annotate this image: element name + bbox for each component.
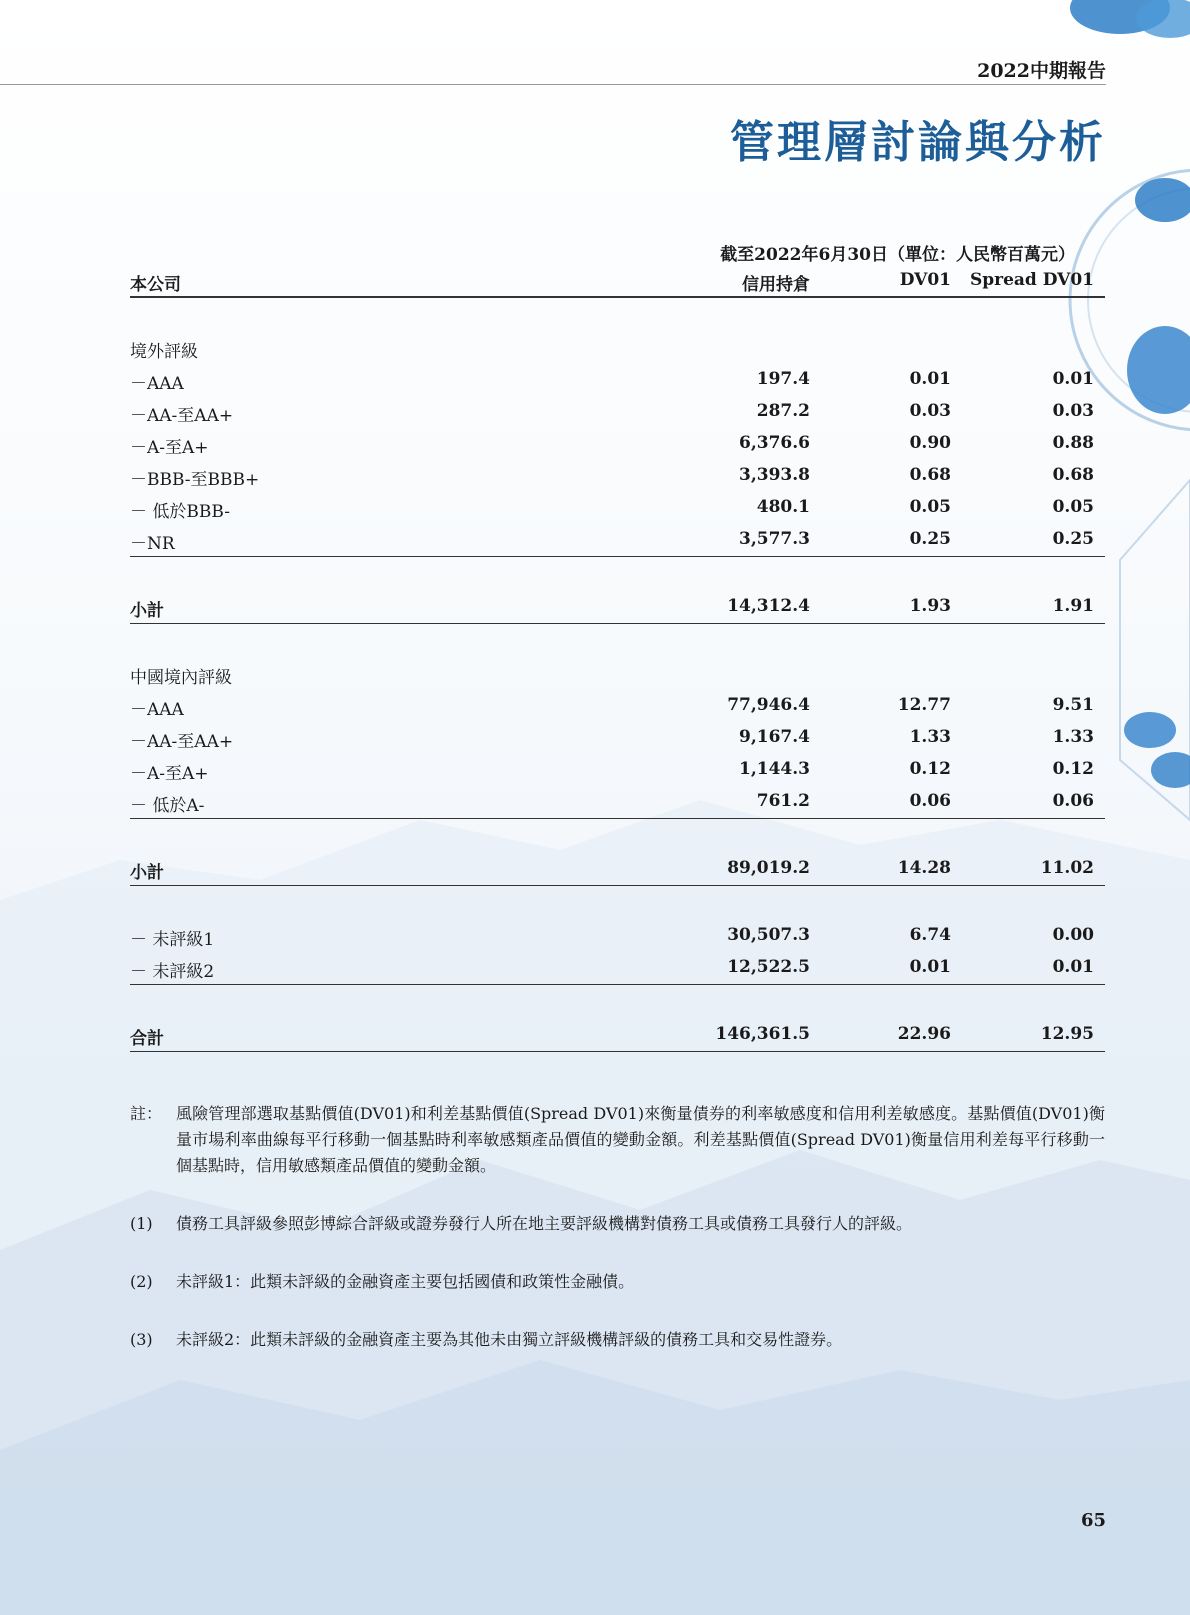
credit-exposure-table	[130, 230, 1105, 1052]
row-label: 小計	[130, 863, 164, 883]
row-label: －NR	[130, 534, 175, 554]
row-label: 合計	[130, 1029, 164, 1049]
table-row	[130, 690, 1105, 722]
spacer	[130, 886, 1105, 920]
table-row	[130, 786, 1105, 819]
row-label: 小計	[130, 601, 164, 621]
credit-position-value: 480.1	[756, 497, 810, 517]
row-label: －A-至A+	[130, 764, 209, 784]
spread-dv01-value: 1.33	[1052, 727, 1094, 747]
credit-position-value: 77,946.4	[727, 695, 810, 715]
credit-position-value: 1,144.3	[739, 759, 810, 779]
column-header-dv01: DV01	[899, 270, 951, 290]
report-name: 2022中期報告	[977, 60, 1106, 82]
spread-dv01-value: 0.06	[1052, 791, 1094, 811]
header-rule	[0, 84, 1106, 85]
table-row	[130, 364, 1105, 396]
dv01-value: 0.03	[909, 401, 951, 421]
spread-dv01-value: 0.12	[1052, 759, 1094, 779]
spread-dv01-value: 0.88	[1052, 433, 1094, 453]
page-number: 65	[1080, 1510, 1106, 1531]
dv01-value: 0.05	[909, 497, 951, 517]
dv01-value: 0.25	[909, 529, 951, 549]
spread-dv01-value: 0.01	[1052, 957, 1094, 977]
table-row	[130, 396, 1105, 428]
table-row	[130, 428, 1105, 460]
note-marker: 註：	[130, 1104, 163, 1123]
spread-dv01-value: 0.68	[1052, 465, 1094, 485]
entity-heading: 本公司	[130, 275, 181, 295]
dv01-value: 0.68	[909, 465, 951, 485]
credit-position-value: 12,522.5	[727, 957, 810, 977]
section-heading-label: 中國境內評級	[130, 668, 232, 688]
dv01-value: 0.01	[909, 957, 951, 977]
row-label: －AA-至AA+	[130, 732, 234, 752]
row-label: －AAA	[130, 700, 184, 720]
total-row	[130, 1019, 1105, 1052]
note-marker: (1)	[130, 1214, 153, 1233]
note-text: 風險管理部選取基點價值(DV01)和利差基點價值(Spread DV01)來衡量債券的利率敏感度和信用利差敏感度。基點價值(DV01)衡量市場利率曲線每平行移動一個基點時利率敏感類產品價值的變動金額。利差基點價值(Spread DV01)衡量信用利差每平行移動一個基點時，信用敏感類產品價值的變動金額。	[176, 1104, 1105, 1175]
spacer	[130, 298, 1105, 332]
date-range-heading: 截至2022年6月30日（單位：人民幣百萬元）	[720, 245, 1075, 265]
spread-dv01-value: 11.02	[1040, 858, 1094, 878]
credit-position-value: 6,376.6	[739, 433, 810, 453]
spread-dv01-value: 0.05	[1052, 497, 1094, 517]
dv01-value: 22.96	[897, 1024, 951, 1044]
spread-dv01-value: 0.01	[1052, 369, 1094, 389]
section-heading-label: 境外評級	[130, 342, 198, 362]
credit-position-value: 14,312.4	[727, 596, 810, 616]
row-label: － 未評級1	[130, 930, 215, 950]
subtotal-row-overseas	[130, 591, 1105, 624]
dv01-value: 12.77	[897, 695, 951, 715]
section-heading-domestic	[130, 658, 1105, 690]
credit-position-value: 287.2	[756, 401, 810, 421]
table-row	[130, 524, 1105, 557]
spacer	[130, 557, 1105, 591]
table-row	[130, 952, 1105, 985]
table-row	[130, 460, 1105, 492]
spread-dv01-value: 1.91	[1052, 596, 1094, 616]
credit-position-value: 197.4	[756, 369, 810, 389]
spread-dv01-value: 0.03	[1052, 401, 1094, 421]
note-marker: (2)	[130, 1272, 153, 1291]
credit-position-value: 89,019.2	[727, 858, 810, 878]
section-heading-overseas	[130, 332, 1105, 364]
dv01-value: 0.90	[909, 433, 951, 453]
table-row	[130, 492, 1105, 524]
note-text: 未評級2：此類未評級的金融資產主要為其他未由獨立評級機構評級的債務工具和交易性證券。	[176, 1330, 843, 1349]
spread-dv01-value: 9.51	[1052, 695, 1094, 715]
spacer	[130, 624, 1105, 658]
note-item	[130, 1269, 1105, 1295]
row-label: －AA-至AA+	[130, 406, 234, 426]
subtotal-row-domestic	[130, 853, 1105, 886]
credit-position-value: 761.2	[756, 791, 810, 811]
section-title: 管理層討論與分析	[730, 117, 1106, 168]
credit-position-value: 9,167.4	[739, 727, 810, 747]
dv01-value: 0.12	[909, 759, 951, 779]
spread-dv01-value: 0.00	[1052, 925, 1094, 945]
row-label: －A-至A+	[130, 438, 209, 458]
credit-position-value: 30,507.3	[727, 925, 810, 945]
spread-dv01-value: 0.25	[1052, 529, 1094, 549]
table-row	[130, 920, 1105, 952]
spread-dv01-value: 12.95	[1040, 1024, 1094, 1044]
credit-position-value: 146,361.5	[715, 1024, 810, 1044]
column-header-credit-position: 信用持倉	[742, 275, 810, 295]
row-label: － 未評級2	[130, 962, 215, 982]
table-row	[130, 722, 1105, 754]
dv01-value: 1.93	[909, 596, 951, 616]
note-text: 債務工具評級參照彭博綜合評級或證券發行人所在地主要評級機構對債務工具或債務工具發行人的評級。	[176, 1214, 913, 1233]
dv01-value: 0.01	[909, 369, 951, 389]
row-label: －BBB-至BBB+	[130, 470, 260, 490]
row-label: － 低於BBB-	[130, 502, 230, 522]
column-header-spread-dv01: Spread DV01	[969, 270, 1094, 290]
note-text: 未評級1：此類未評級的金融資產主要包括國債和政策性金融債。	[176, 1272, 635, 1291]
note-item	[130, 1211, 1105, 1237]
note-item	[130, 1327, 1105, 1353]
credit-position-value: 3,577.3	[739, 529, 810, 549]
dv01-value: 6.74	[909, 925, 951, 945]
note-main	[130, 1101, 1105, 1179]
row-label: －AAA	[130, 374, 184, 394]
table-header	[130, 230, 1105, 298]
dv01-value: 14.28	[897, 858, 951, 878]
table-row	[130, 754, 1105, 786]
spacer	[130, 985, 1105, 1019]
spacer	[130, 819, 1105, 853]
dv01-value: 1.33	[909, 727, 951, 747]
notes-section	[130, 1101, 1105, 1353]
row-label: － 低於A-	[130, 796, 205, 816]
note-marker: (3)	[130, 1330, 153, 1349]
credit-position-value: 3,393.8	[739, 465, 810, 485]
dv01-value: 0.06	[909, 791, 951, 811]
